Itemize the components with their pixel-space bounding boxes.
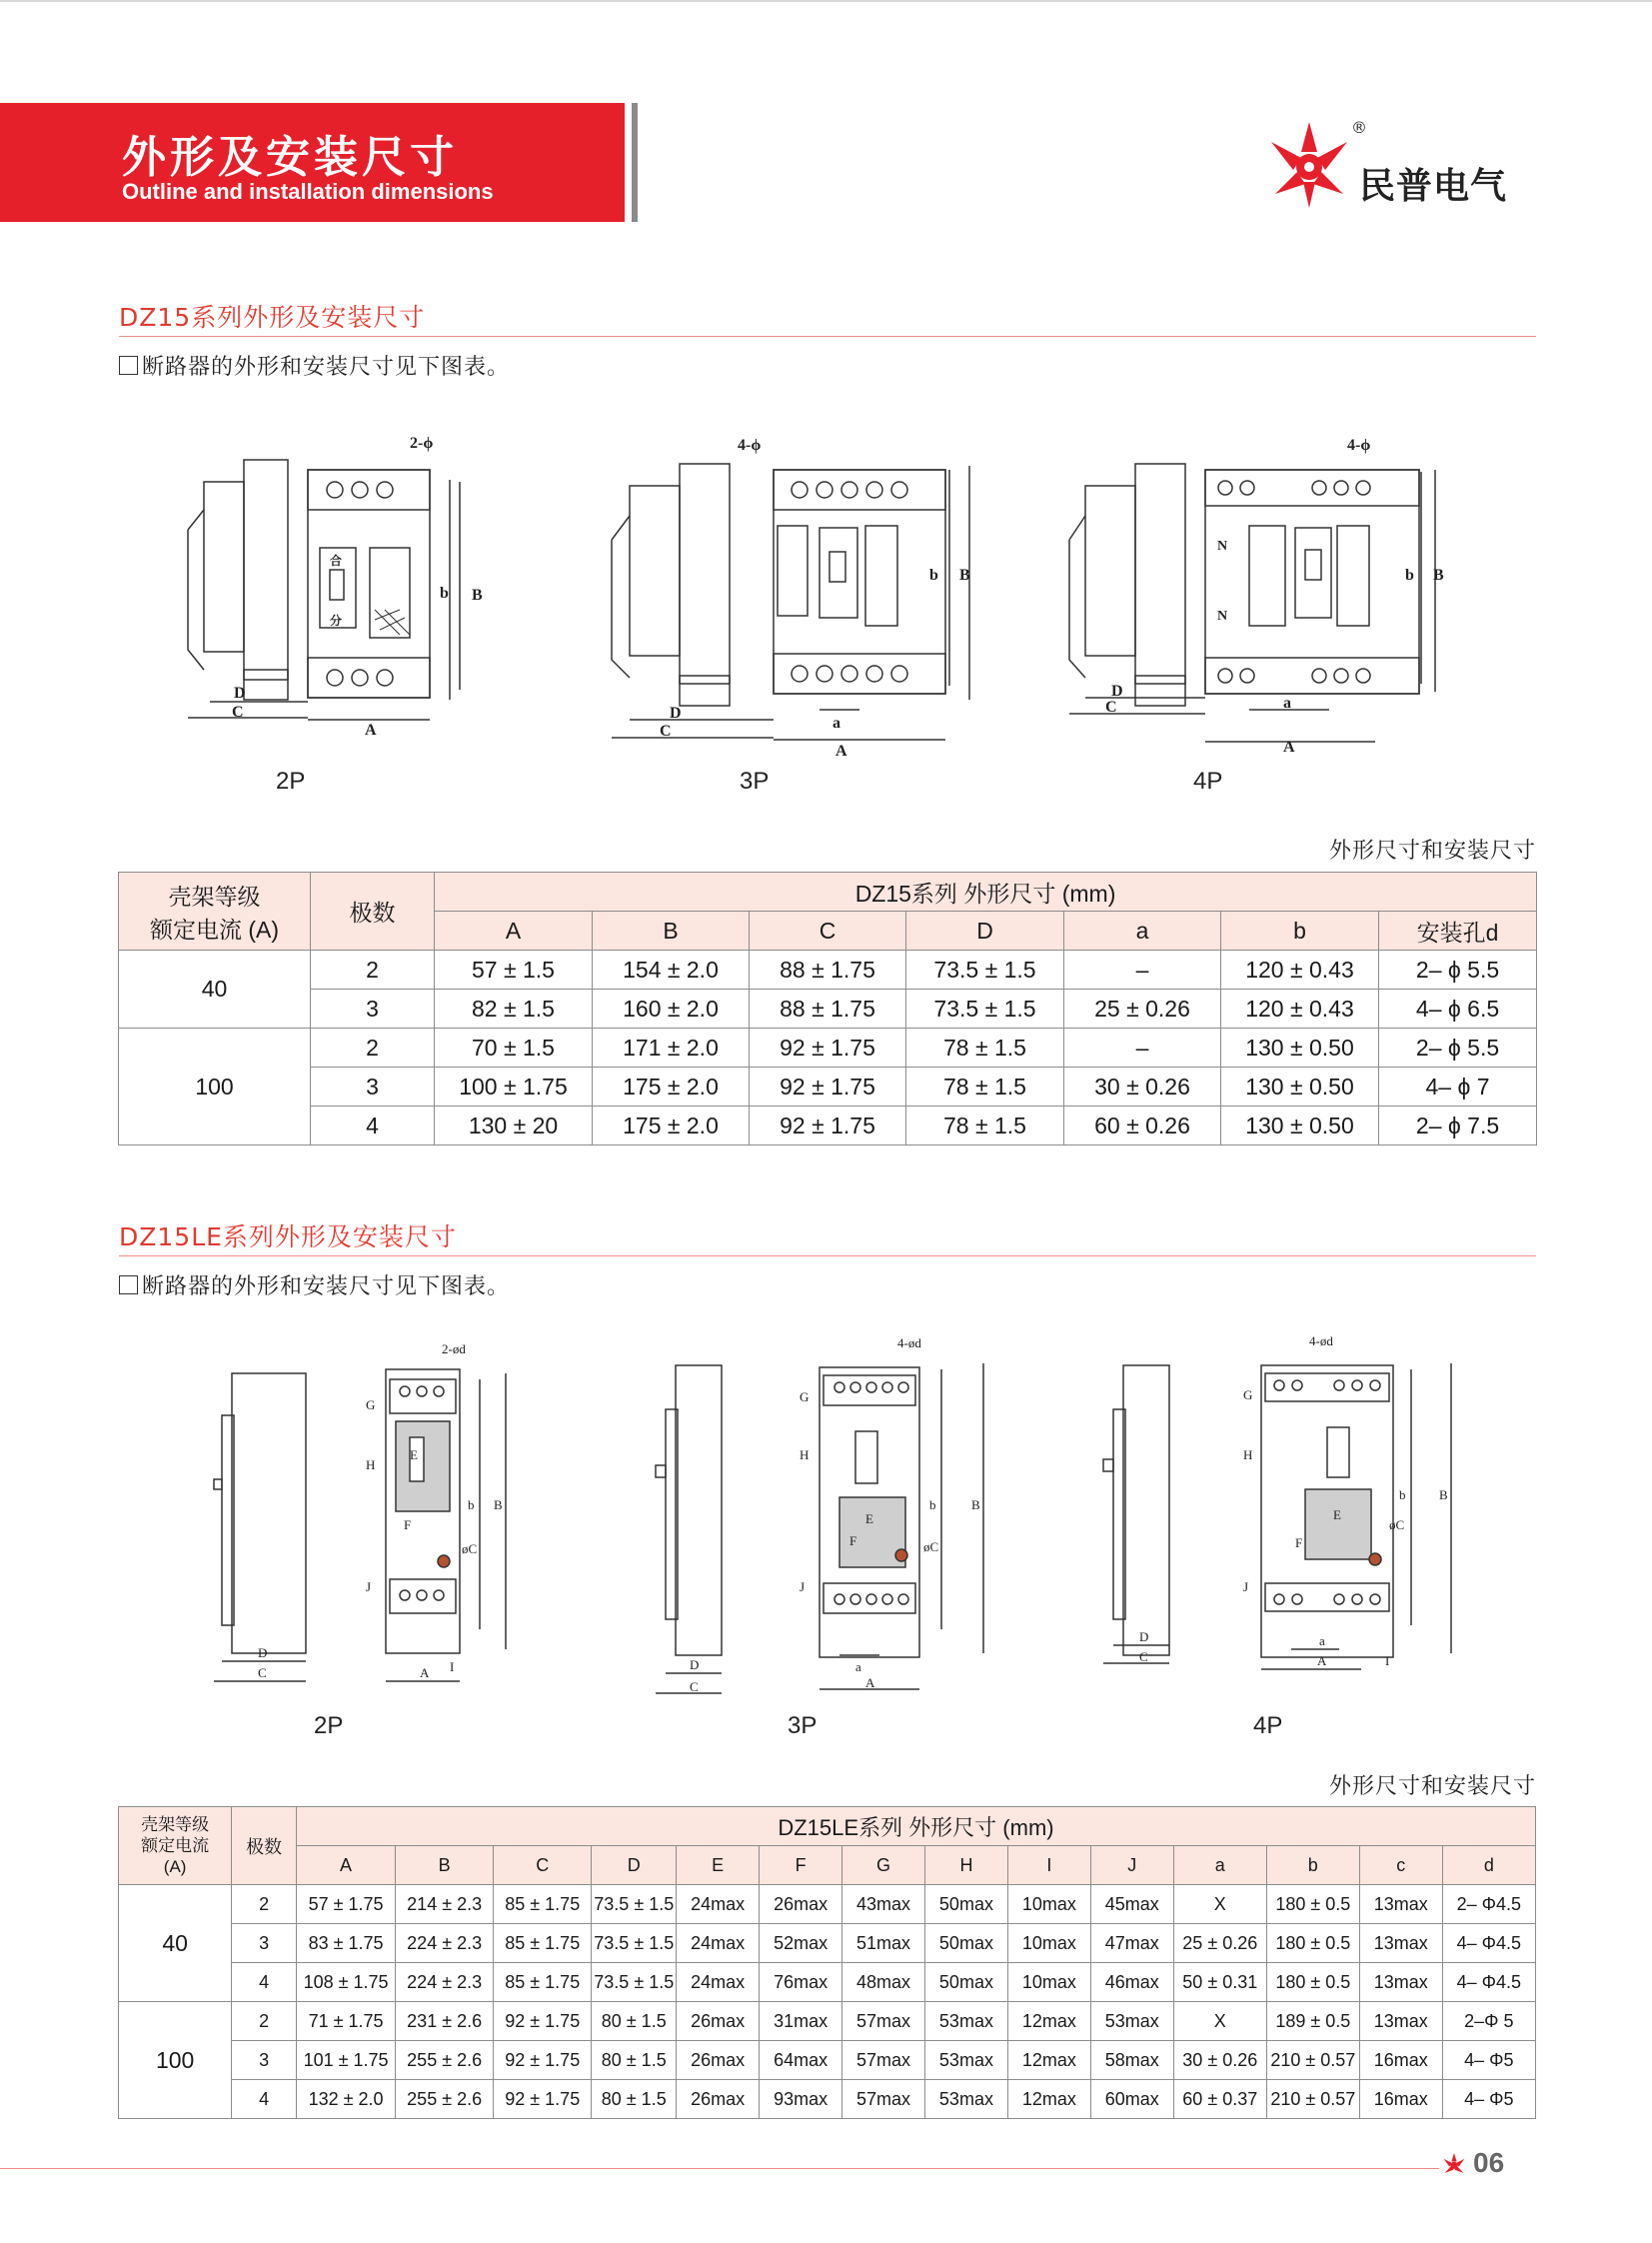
dz15le-header-col: D xyxy=(592,1846,677,1885)
table-cell: 88 ± 1.75 xyxy=(750,990,906,1029)
dz15le-3p-front-view xyxy=(656,1363,983,1693)
table-cell: 12max xyxy=(1007,2041,1090,2080)
table-cell: 64max xyxy=(760,2041,842,2080)
table-cell: 92 ± 1.75 xyxy=(494,2002,592,2041)
dz15le-4p-dim-B: B xyxy=(1439,1487,1448,1502)
table-cell: 26max xyxy=(677,2002,760,2041)
table-cell: X xyxy=(1173,1885,1266,1924)
table-cell: 24max xyxy=(677,1963,760,2002)
table-cell: 46max xyxy=(1090,1963,1173,2002)
dz15-header-col: b xyxy=(1221,912,1379,951)
dz15le-3p-dim-b: b xyxy=(929,1497,936,1512)
dz15-2p-dim-b: b xyxy=(440,585,449,602)
section1-note xyxy=(119,350,510,381)
table-row xyxy=(119,1924,1536,1963)
table-cell: 53max xyxy=(924,2080,1007,2119)
dz15-dimension-table xyxy=(118,872,1537,1145)
dz15-header-frame: 壳架等级 额定电流 (A) xyxy=(119,873,311,951)
table-cell: 171 ± 2.0 xyxy=(593,1029,750,1068)
dz15le-label-2p: 2P xyxy=(314,1712,344,1739)
brand-logo xyxy=(1261,112,1551,222)
dz15-3p-dim-D: D xyxy=(670,705,682,722)
dz15-3p-front-view xyxy=(612,466,969,740)
dz15le-4p-dim-H: H xyxy=(1243,1447,1253,1462)
table-cell: 50max xyxy=(924,1924,1007,1963)
dz15-2p-dim-C: C xyxy=(232,704,244,721)
dz15-2p-switch-off: 分 xyxy=(330,614,343,628)
table-cell: 24max xyxy=(677,1924,760,1963)
checkbox-square-icon xyxy=(119,1275,138,1294)
dz15le-3p-dim-a: a xyxy=(855,1659,861,1674)
table-cell: 100 ± 1.75 xyxy=(435,1068,593,1107)
table-cell: 60 ± 0.26 xyxy=(1064,1107,1221,1145)
table-row xyxy=(119,990,1537,1029)
dz15-header-col: B xyxy=(593,912,750,951)
dz15le-header-col: C xyxy=(494,1846,592,1885)
table-cell: 2– ϕ 5.5 xyxy=(1379,1029,1537,1068)
dz15-4p-dim-B: B xyxy=(1433,567,1444,584)
dz15le-header-col: H xyxy=(924,1846,1007,1885)
table-cell: 160 ± 2.0 xyxy=(593,990,750,1029)
dz15le-header-col: A xyxy=(296,1846,395,1885)
table-cell: – xyxy=(1064,951,1221,990)
brand-name: 民普电气 xyxy=(1359,166,1508,207)
table-cell: 92 ± 1.75 xyxy=(750,1107,906,1145)
dz15le-4p-dim-F: F xyxy=(1295,1535,1303,1550)
table-cell: 2– ϕ 5.5 xyxy=(1379,951,1537,990)
table-cell: 93max xyxy=(760,2080,842,2119)
table-cell: 24max xyxy=(677,1885,760,1924)
table-cell: 53max xyxy=(1090,2002,1173,2041)
table-cell: 57 ± 1.75 xyxy=(296,1885,395,1924)
dz15-3p-dim-B: B xyxy=(959,567,970,584)
table-row xyxy=(119,2080,1536,2119)
table-cell: 2 xyxy=(311,1029,435,1068)
table-cell: 80 ± 1.5 xyxy=(592,2080,677,2119)
table-cell: 101 ± 1.75 xyxy=(296,2041,395,2080)
section1-drawings xyxy=(160,420,1449,760)
table-cell: 71 ± 1.75 xyxy=(296,2002,395,2041)
table-cell: 92 ± 1.75 xyxy=(494,2041,592,2080)
dz15le-4p-dim-D: D xyxy=(1139,1629,1149,1644)
table-cell: – xyxy=(1064,1029,1221,1068)
dz15le-4p-dim-A: A xyxy=(1317,1653,1327,1668)
table-cell: 78 ± 1.5 xyxy=(906,1068,1064,1107)
table-cell: 255 ± 2.6 xyxy=(396,2041,494,2080)
dz15-header-col: A xyxy=(435,912,593,951)
registered-mark: ® xyxy=(1351,118,1367,137)
banner-divider xyxy=(632,103,638,222)
table-cell: 12max xyxy=(1007,2002,1090,2041)
dz15le-2p-dim-C: C xyxy=(258,1665,267,1680)
table-cell: 4– Φ4.5 xyxy=(1442,1963,1535,2002)
table-cell: 78 ± 1.5 xyxy=(906,1107,1064,1145)
dz15-2p-switch-on: 合 xyxy=(330,554,343,568)
page-logo-icon xyxy=(1441,2151,1467,2177)
dz15le-frame-cell: 40 xyxy=(119,1885,232,2002)
table-cell: 52max xyxy=(760,1924,842,1963)
dz15le-3p-hole-label: 4-ød xyxy=(897,1335,921,1350)
dz15le-4p-dim-J: J xyxy=(1243,1579,1249,1594)
dz15le-4p-dim-b: b xyxy=(1399,1487,1406,1502)
dz15-header-poles: 极数 xyxy=(311,873,435,951)
table-row xyxy=(119,1885,1536,1924)
table-cell: 76max xyxy=(760,1963,842,2002)
table-row xyxy=(119,1963,1536,2002)
dz15-4p-hole-label: 4-ϕ xyxy=(1347,437,1371,454)
dz15-4p-dim-A: A xyxy=(1283,739,1295,756)
table-cell: 3 xyxy=(232,1924,297,1963)
dz15le-2p-dim-A: A xyxy=(420,1665,430,1680)
table-cell: X xyxy=(1173,2002,1266,2041)
table-cell: 26max xyxy=(760,1885,842,1924)
table-cell: 120 ± 0.43 xyxy=(1221,990,1379,1029)
table-cell: 16max xyxy=(1359,2041,1442,2080)
table-cell: 57max xyxy=(842,2041,925,2080)
dz15le-header-col: a xyxy=(1173,1846,1266,1885)
dz15le-3p-side-view xyxy=(656,1365,722,1655)
dz15-4p-dim-a: a xyxy=(1283,695,1291,712)
dz15le-3p-dim-C: C xyxy=(690,1679,699,1694)
table-row xyxy=(119,1107,1537,1145)
table-cell: 180 ± 0.5 xyxy=(1266,1885,1359,1924)
table-cell: 120 ± 0.43 xyxy=(1221,951,1379,990)
dz15-3p-hole-label: 4-ϕ xyxy=(738,437,762,454)
dz15le-2p-dim-D: D xyxy=(258,1645,268,1660)
dz15-4p-dim-b: b xyxy=(1405,567,1414,584)
table-cell: 48max xyxy=(842,1963,925,2002)
dz15le-2p-side-view xyxy=(214,1373,306,1653)
dz15le-3p-dim-A: A xyxy=(865,1675,875,1690)
dz15le-4p-dim-c: øC xyxy=(1389,1517,1405,1532)
dz15le-dimension-table xyxy=(118,1806,1536,2119)
dz15le-header-col: F xyxy=(760,1846,842,1885)
table-cell: 2–Φ 5 xyxy=(1442,2002,1535,2041)
dz15-header-group: DZ15系列 外形尺寸 (mm) xyxy=(435,873,1537,912)
table-row xyxy=(119,1068,1537,1107)
table-cell: 25 ± 0.26 xyxy=(1064,990,1221,1029)
table-cell: 73.5 ± 1.5 xyxy=(592,1924,677,1963)
section1-table-caption: 外形尺寸和安装尺寸 xyxy=(1328,839,1536,864)
dz15le-2p-dim-J: J xyxy=(366,1579,372,1594)
table-row xyxy=(119,2002,1536,2041)
dz15le-2p-dim-b: b xyxy=(468,1497,475,1512)
table-cell: 43max xyxy=(842,1885,925,1924)
dz15le-2p-front-view xyxy=(214,1369,506,1681)
section2-divider xyxy=(119,1255,1536,1256)
table-cell: 85 ± 1.75 xyxy=(494,1885,592,1924)
table-cell: 13max xyxy=(1359,2002,1442,2041)
dz15-4p-side-view xyxy=(1069,464,1185,706)
table-cell: 50 ± 0.31 xyxy=(1173,1963,1266,2002)
top-border xyxy=(0,0,1652,2)
table-cell: 13max xyxy=(1359,1924,1442,1963)
dz15le-4p-side-view xyxy=(1103,1365,1169,1655)
dz15le-3p-dim-F: F xyxy=(849,1533,857,1548)
table-cell: 70 ± 1.5 xyxy=(435,1029,593,1068)
table-cell: 3 xyxy=(232,2041,297,2080)
table-cell: 132 ± 2.0 xyxy=(296,2080,395,2119)
table-cell: 13max xyxy=(1359,1963,1442,2002)
dz15le-2p-dim-H: H xyxy=(366,1457,376,1472)
table-cell: 2 xyxy=(311,951,435,990)
dz15-label-2p: 2P xyxy=(276,768,306,795)
dz15le-3p-dim-c: øC xyxy=(923,1539,939,1554)
table-cell: 4– ϕ 6.5 xyxy=(1379,990,1537,1029)
dz15-3p-dim-A: A xyxy=(835,743,847,760)
dz15-header-col: D xyxy=(906,912,1064,951)
dz15-4p-neutral-bottom: N xyxy=(1217,609,1228,624)
dz15-2p-hole-label: 2-ϕ xyxy=(410,435,434,452)
dz15-4p-dim-C: C xyxy=(1105,699,1117,716)
table-cell: 4 xyxy=(232,1963,297,2002)
table-cell: 58max xyxy=(1090,2041,1173,2080)
table-cell: 2 xyxy=(232,1885,297,1924)
section1-title: DZ15系列外形及安装尺寸 xyxy=(119,303,426,332)
dz15-2p-side-view xyxy=(188,460,288,700)
dz15-2p-dim-D: D xyxy=(234,685,246,702)
dz15-header-col: a xyxy=(1064,912,1221,951)
dz15le-header-frame: 壳架等级 额定电流 (A) xyxy=(119,1807,232,1885)
section1-note-text: 断路器的外形和安装尺寸见下图表。 xyxy=(142,355,511,380)
dz15le-4p-dim-G: G xyxy=(1243,1387,1253,1402)
dz15le-label-4p: 4P xyxy=(1253,1712,1283,1739)
dz15le-2p-dim-G: G xyxy=(366,1397,376,1412)
table-cell: 51max xyxy=(842,1924,925,1963)
dz15le-3p-dim-H: H xyxy=(800,1447,810,1462)
table-cell: 92 ± 1.75 xyxy=(494,2080,592,2119)
table-cell: 85 ± 1.75 xyxy=(494,1963,592,2002)
table-cell: 12max xyxy=(1007,2080,1090,2119)
dz15le-header-col: G xyxy=(842,1846,925,1885)
dz15le-4p-hole-label: 4-ød xyxy=(1309,1333,1333,1348)
table-cell: 73.5 ± 1.5 xyxy=(906,990,1064,1029)
header-banner xyxy=(0,103,625,222)
dz15-2p-dim-B: B xyxy=(472,587,483,604)
dz15-header-col: C xyxy=(750,912,906,951)
section2-table-caption: 外形尺寸和安装尺寸 xyxy=(1328,1774,1536,1799)
table-cell: 3 xyxy=(311,990,435,1029)
dz15-4p-front-view xyxy=(1069,470,1435,742)
table-cell: 78 ± 1.5 xyxy=(906,1029,1064,1068)
table-cell: 73.5 ± 1.5 xyxy=(592,1963,677,2002)
table-cell: 88 ± 1.75 xyxy=(750,951,906,990)
dz15le-3p-dim-B: B xyxy=(971,1497,980,1512)
dz15-label-4p: 4P xyxy=(1193,768,1223,795)
table-cell: 47max xyxy=(1090,1924,1173,1963)
table-cell: 4– ϕ 7 xyxy=(1379,1068,1537,1107)
dz15le-2p-hole-label: 2-ød xyxy=(442,1341,466,1356)
table-cell: 4 xyxy=(232,2080,297,2119)
table-cell: 130 ± 0.50 xyxy=(1221,1107,1379,1145)
dz15-frame-cell: 40 xyxy=(119,951,311,1029)
table-cell: 214 ± 2.3 xyxy=(396,1885,494,1924)
table-cell: 25 ± 0.26 xyxy=(1173,1924,1266,1963)
table-cell: 175 ± 2.0 xyxy=(593,1068,750,1107)
dz15le-header-col: d xyxy=(1442,1846,1535,1885)
footer-divider xyxy=(0,2168,1439,2169)
table-cell: 130 ± 0.50 xyxy=(1221,1068,1379,1107)
table-cell: 2– Φ4.5 xyxy=(1442,1885,1535,1924)
dz15le-3p-dim-J: J xyxy=(800,1579,806,1594)
dz15le-header-col: B xyxy=(396,1846,494,1885)
page-title: 外形及安装尺寸 xyxy=(122,132,458,183)
table-cell: 57max xyxy=(842,2002,925,2041)
table-cell: 4 xyxy=(311,1107,435,1145)
table-cell: 57 ± 1.5 xyxy=(435,951,593,990)
dz15le-2p-dim-F: F xyxy=(404,1517,412,1532)
table-cell: 30 ± 0.26 xyxy=(1173,2041,1266,2080)
table-cell: 2 xyxy=(232,2002,297,2041)
table-cell: 10max xyxy=(1007,1963,1090,2002)
dz15le-4p-dim-C: C xyxy=(1139,1649,1148,1664)
section2-title: DZ15LE系列外形及安装尺寸 xyxy=(119,1222,457,1251)
table-cell: 60max xyxy=(1090,2080,1173,2119)
table-cell: 80 ± 1.5 xyxy=(592,2041,677,2080)
dz15le-header-col: c xyxy=(1359,1846,1442,1885)
dz15le-4p-dim-E: E xyxy=(1333,1507,1341,1522)
section2-drawings xyxy=(200,1329,1469,1699)
table-cell: 210 ± 0.57 xyxy=(1266,2080,1359,2119)
dz15-label-3p: 3P xyxy=(740,768,770,795)
dz15le-header-col: I xyxy=(1007,1846,1090,1885)
table-cell: 92 ± 1.75 xyxy=(750,1029,906,1068)
dz15-4p-neutral-top: N xyxy=(1217,539,1228,554)
section1-divider xyxy=(119,336,1536,337)
table-cell: 4– Φ5 xyxy=(1442,2080,1535,2119)
section2-note xyxy=(119,1269,510,1300)
table-cell: 57max xyxy=(842,2080,925,2119)
table-cell: 92 ± 1.75 xyxy=(750,1068,906,1107)
table-cell: 10max xyxy=(1007,1885,1090,1924)
table-cell: 180 ± 0.5 xyxy=(1266,1924,1359,1963)
table-cell: 255 ± 2.6 xyxy=(396,2080,494,2119)
dz15-2p-front-view xyxy=(188,470,460,720)
table-cell: 26max xyxy=(677,2041,760,2080)
table-cell: 224 ± 2.3 xyxy=(396,1924,494,1963)
table-cell: 108 ± 1.75 xyxy=(296,1963,395,2002)
table-cell: 130 ± 0.50 xyxy=(1221,1029,1379,1068)
table-cell: 231 ± 2.6 xyxy=(396,2002,494,2041)
table-cell: 73.5 ± 1.5 xyxy=(592,1885,677,1924)
dz15le-label-3p: 3P xyxy=(788,1712,818,1739)
table-cell: 130 ± 20 xyxy=(435,1107,593,1145)
table-cell: 3 xyxy=(311,1068,435,1107)
page-subtitle: Outline and installation dimensions xyxy=(122,179,494,204)
dz15-3p-dim-a: a xyxy=(832,715,840,732)
dz15le-4p-dim-I: I xyxy=(1385,1653,1390,1668)
table-cell: 175 ± 2.0 xyxy=(593,1107,750,1145)
table-cell: 154 ± 2.0 xyxy=(593,951,750,990)
table-row xyxy=(119,2041,1536,2080)
table-cell: 30 ± 0.26 xyxy=(1064,1068,1221,1107)
dz15-frame-cell: 100 xyxy=(119,1029,311,1145)
table-cell: 85 ± 1.75 xyxy=(494,1924,592,1963)
table-cell: 2– ϕ 7.5 xyxy=(1379,1107,1537,1145)
section2-note-text: 断路器的外形和安装尺寸见下图表。 xyxy=(142,1274,511,1299)
table-cell: 53max xyxy=(924,2002,1007,2041)
dz15le-4p-front-view xyxy=(1103,1363,1451,1669)
table-cell: 4– Φ5 xyxy=(1442,2041,1535,2080)
dz15-3p-side-view xyxy=(612,464,730,706)
dz15-3p-dim-b: b xyxy=(929,567,938,584)
dz15-3p-dim-C: C xyxy=(660,723,672,740)
dz15le-4p-dim-a: a xyxy=(1319,1633,1325,1648)
dz15-header-col: 安装孔d xyxy=(1379,912,1537,951)
table-cell: 53max xyxy=(924,2041,1007,2080)
table-cell: 80 ± 1.5 xyxy=(592,2002,677,2041)
dz15le-frame-cell: 100 xyxy=(119,2002,232,2119)
table-cell: 180 ± 0.5 xyxy=(1266,1963,1359,2002)
table-cell: 83 ± 1.75 xyxy=(296,1924,395,1963)
table-cell: 73.5 ± 1.5 xyxy=(906,951,1064,990)
table-cell: 16max xyxy=(1359,2080,1442,2119)
dz15le-3p-dim-D: D xyxy=(690,1657,700,1672)
dz15le-2p-dim-E: E xyxy=(410,1447,418,1462)
table-cell: 10max xyxy=(1007,1924,1090,1963)
table-cell: 224 ± 2.3 xyxy=(396,1963,494,2002)
dz15le-header-col: b xyxy=(1266,1846,1359,1885)
brand-logo-icon xyxy=(1261,112,1357,212)
table-cell: 45max xyxy=(1090,1885,1173,1924)
dz15-2p-dim-A: A xyxy=(365,722,377,739)
dz15le-2p-dim-B: B xyxy=(494,1497,503,1512)
table-cell: 82 ± 1.5 xyxy=(435,990,593,1029)
table-row xyxy=(119,951,1537,990)
table-cell: 50max xyxy=(924,1963,1007,2002)
table-cell: 31max xyxy=(760,2002,842,2041)
dz15le-header-col: J xyxy=(1090,1846,1173,1885)
table-cell: 210 ± 0.57 xyxy=(1266,2041,1359,2080)
table-cell: 13max xyxy=(1359,1885,1442,1924)
dz15le-header-poles: 极数 xyxy=(232,1807,297,1885)
table-cell: 4– Φ4.5 xyxy=(1442,1924,1535,1963)
dz15le-2p-dim-I: I xyxy=(450,1659,455,1674)
dz15le-header-col: E xyxy=(677,1846,760,1885)
page-number: 06 xyxy=(1473,2147,1505,2178)
table-cell: 60 ± 0.37 xyxy=(1173,2080,1266,2119)
table-row xyxy=(119,1029,1537,1068)
table-cell: 26max xyxy=(677,2080,760,2119)
checkbox-square-icon xyxy=(119,356,138,375)
dz15-4p-dim-D: D xyxy=(1111,683,1123,700)
dz15le-2p-dim-c: øC xyxy=(462,1541,478,1556)
dz15le-header-group: DZ15LE系列 外形尺寸 (mm) xyxy=(296,1807,1535,1846)
dz15le-3p-dim-E: E xyxy=(865,1511,873,1526)
table-cell: 189 ± 0.5 xyxy=(1266,2002,1359,2041)
table-cell: 50max xyxy=(924,1885,1007,1924)
dz15le-3p-dim-G: G xyxy=(800,1389,810,1404)
